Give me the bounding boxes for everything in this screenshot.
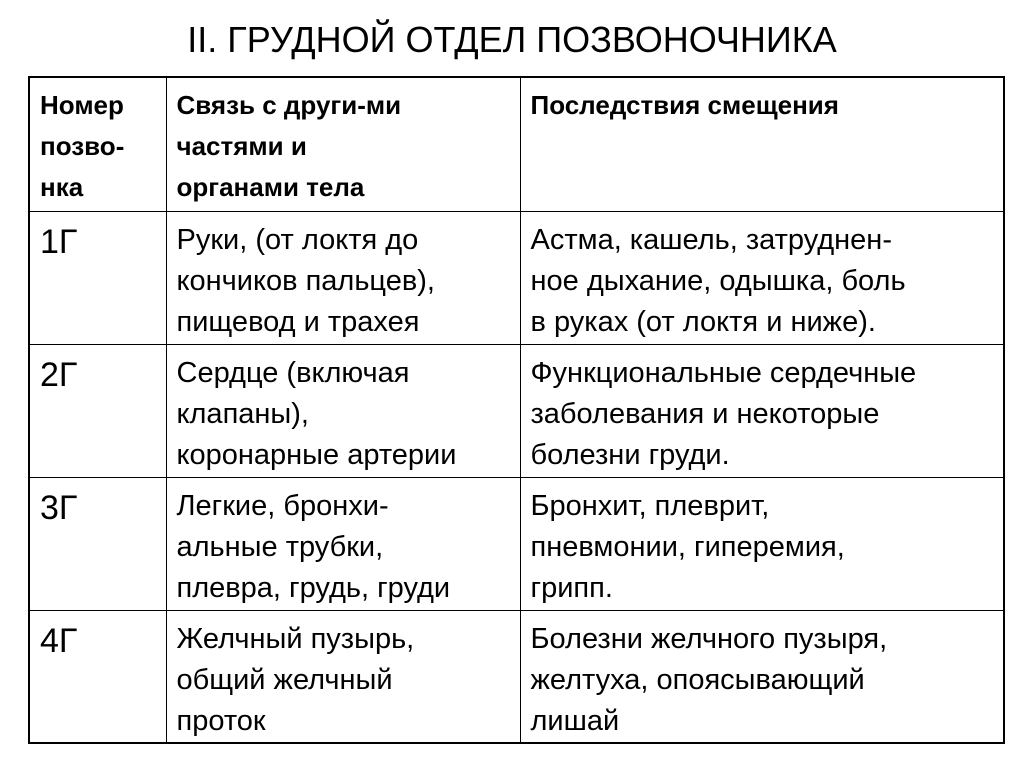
- page-title: II. ГРУДНОЙ ОТДЕЛ ПОЗВОНОЧНИКА: [187, 19, 837, 60]
- body-link-cell: [166, 211, 520, 344]
- header-line: Связь с други-ми: [176, 90, 402, 120]
- header-line: Номер: [40, 90, 124, 120]
- header-effect: [520, 77, 1004, 211]
- header-link: [166, 77, 520, 211]
- table-row: [29, 344, 1004, 477]
- header-line: частями и: [176, 131, 307, 161]
- cell-line: коронарные артерии: [176, 438, 457, 471]
- effect-cell: [520, 211, 1004, 344]
- vertebra-number: 2Г: [29, 344, 166, 477]
- vertebra-number: 3Г: [29, 477, 166, 610]
- cell-line: заболевания и некоторые: [530, 397, 880, 430]
- table-row: [29, 211, 1004, 344]
- cell-line: проток: [176, 704, 266, 737]
- cell-line: желтуха, опоясывающий: [530, 663, 865, 696]
- vertebra-number: 1Г: [29, 211, 166, 344]
- cell-line: Болезни желчного пузыря,: [530, 622, 888, 655]
- cell-line: лишай: [530, 704, 620, 737]
- cell-line: Желчный пузырь,: [176, 622, 415, 655]
- header-line: Последствия смещения: [530, 90, 839, 120]
- cell-line: пищевод и трахея: [176, 305, 420, 338]
- cell-line: альные трубки,: [176, 530, 384, 563]
- effect-cell: [520, 610, 1004, 743]
- body-link-cell: [166, 344, 520, 477]
- cell-line: ное дыхание, одышка, боль: [530, 264, 906, 297]
- vertebra-number: 4Г: [29, 610, 166, 743]
- cell-line: Сердце (включая: [176, 356, 410, 389]
- cell-line: болезни груди.: [530, 438, 730, 471]
- cell-line: плевра, грудь, груди: [176, 571, 451, 604]
- table-header-row: [29, 77, 1004, 211]
- header-line: нка: [40, 172, 84, 202]
- vertebrae-table: [28, 76, 1005, 744]
- cell-line: Функциональные сердечные: [530, 356, 917, 389]
- cell-line: общий желчный: [176, 663, 393, 696]
- cell-line: Руки, (от локтя до: [176, 223, 419, 256]
- table-row: [29, 610, 1004, 743]
- cell-line: грипп.: [530, 571, 613, 604]
- header-number: [29, 77, 166, 211]
- cell-line: клапаны),: [176, 397, 309, 430]
- body-link-cell: [166, 610, 520, 743]
- cell-line: Легкие, бронхи-: [176, 489, 389, 522]
- cell-line: Астма, кашель, затруднен-: [530, 223, 892, 256]
- body-link-cell: [166, 477, 520, 610]
- effect-cell: [520, 344, 1004, 477]
- cell-line: Бронхит, плеврит,: [530, 489, 770, 522]
- table-row: [29, 477, 1004, 610]
- header-line: позво-: [40, 131, 125, 161]
- header-line: органами тела: [176, 172, 365, 202]
- cell-line: в руках (от локтя и ниже).: [530, 305, 876, 338]
- cell-line: пневмонии, гиперемия,: [530, 530, 845, 563]
- cell-line: кончиков пальцев),: [176, 264, 435, 297]
- effect-cell: [520, 477, 1004, 610]
